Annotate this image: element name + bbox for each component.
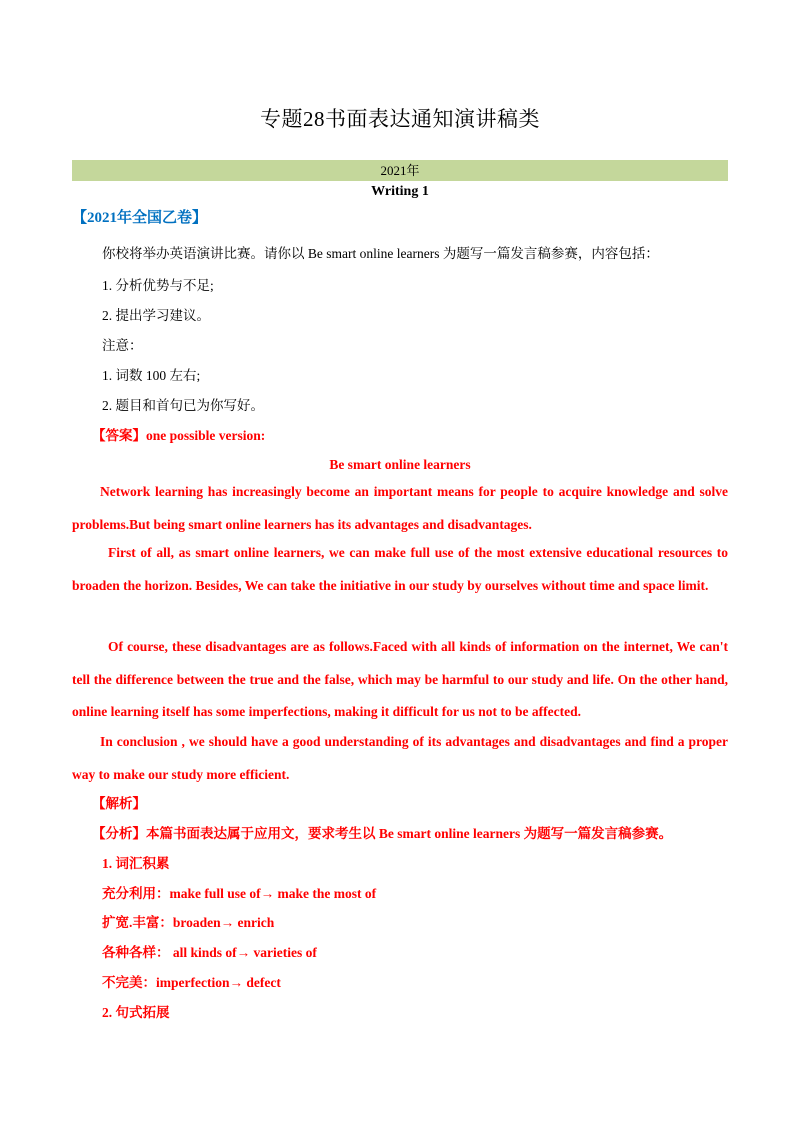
vocab-item-3: 各种各样： all kinds of→ varieties of	[102, 945, 317, 960]
answer-label-suffix: one possible version:	[146, 428, 266, 443]
essay-paragraph-3: Of course, these disadvantages are as follows.Faced with all kinds of information on the internet, We can't tell the difference between the true and the false, which may be harmful to our study and life. On the other hand, online learning itself has some imperfections, making it difficult for us not to be affected.	[72, 639, 728, 719]
note-item-2: 2. 题目和首句已为你写好。	[102, 398, 264, 413]
writing-heading: Writing 1	[371, 184, 429, 199]
essay-paragraph-4: In conclusion , we should have a good understanding of its advantages and disadvantages and find a proper way to make our study more efficient.	[72, 734, 728, 782]
essay-paragraph-1: Network learning has increasingly become an important means for people to acquire knowledge and solve problems.But being smart online learners has its advantages and disadvantages.	[72, 484, 728, 532]
answer-label-line	[92, 426, 265, 446]
note-item-1: 1. 词数 100 左右;	[102, 368, 201, 383]
vocab-item-2: 扩宽.丰富：broaden→ enrich	[102, 915, 275, 930]
analysis-summary: 【分析】本篇书面表达属于应用文，要求考生以 Be smart online learners 为题写一篇发言稿参赛。	[92, 826, 673, 841]
section-vocabulary: 1. 词汇积累	[102, 856, 170, 871]
section-sentence-patterns: 2. 句式拓展	[102, 1005, 170, 1020]
analysis-label: 【解析】	[92, 796, 146, 811]
year-banner: 2021年	[72, 160, 728, 181]
vocab-item-1: 充分利用：make full use of→ make the most of	[102, 886, 377, 901]
vocab-item-4: 不完美：imperfection→ defect	[102, 975, 281, 990]
essay-title: Be smart online learners	[329, 457, 471, 472]
prompt-item-2: 2. 提出学习建议。	[102, 308, 210, 323]
essay-paragraph-2: First of all, as smart online learners, we can make full use of the most extensive educational resources to broaden the horizon. Besides, We can take the initiative in our study by ourselves without time and space limit.	[72, 545, 728, 593]
source-tag: 【2021年全国乙卷】	[72, 210, 208, 226]
answer-label: 【答案】	[92, 428, 146, 443]
page-title: 专题28书面表达通知演讲稿类	[260, 107, 540, 131]
prompt-intro: 你校将举办英语演讲比赛。请你以 Be smart online learners 为题写一篇发言稿参赛，内容包括：	[102, 246, 659, 261]
prompt-item-1: 1. 分析优势与不足;	[102, 278, 214, 293]
note-label: 注意：	[102, 338, 143, 353]
